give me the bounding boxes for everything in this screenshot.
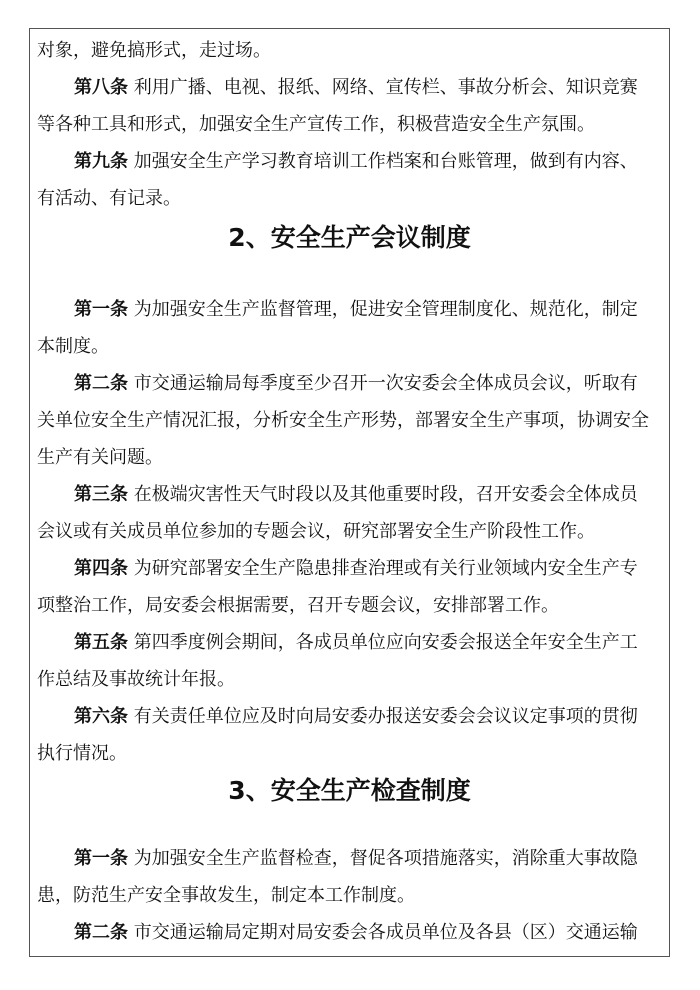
text-line: 为加强安全生产监督管理，促进安全管理制度化、规范化，制定 xyxy=(133,299,638,320)
article-number: 第一条 xyxy=(74,848,128,869)
text-line: 第四季度例会期间，各成员单位应向安委会报送全年安全生产工 xyxy=(133,632,638,653)
article-8 xyxy=(37,69,662,143)
text-line: 项整治工作，局安委会根据需要，召开专题会议，安排部署工作。 xyxy=(37,595,559,616)
article-number: 第二条 xyxy=(74,922,128,943)
text-line: 为加强安全生产监督检查，督促各项措施落实，消除重大事故隐 xyxy=(133,848,638,869)
article-number: 第四条 xyxy=(74,558,128,579)
section-heading-meetings: 2、安全生产会议制度 xyxy=(228,223,471,252)
section-heading-inspections: 3、安全生产检查制度 xyxy=(228,776,471,805)
text-line: 有活动、有记录。 xyxy=(37,188,181,209)
article-number: 第八条 xyxy=(74,77,128,98)
section2-article-3 xyxy=(37,476,662,550)
section2-article-2 xyxy=(37,365,662,476)
text-line: 等各种工具和形式，加强安全生产宣传工作，积极营造安全生产氛围。 xyxy=(37,114,595,135)
section2-article-4 xyxy=(37,550,662,624)
article-number: 第三条 xyxy=(74,484,128,505)
section2-article-5 xyxy=(37,624,662,698)
text-line: 市交通运输局每季度至少召开一次安委会全体成员会议，听取有 xyxy=(133,373,638,394)
paragraph-continued xyxy=(37,32,662,69)
section2-article-6 xyxy=(37,698,662,772)
text-line: 为研究部署安全生产隐患排查治理或有关行业领域内安全生产专 xyxy=(133,558,638,579)
text-line: 关单位安全生产情况汇报，分析安全生产形势，部署安全生产事项，协调安全 xyxy=(37,410,649,431)
text-line: 加强安全生产学习教育培训工作档案和台账管理，做到有内容、 xyxy=(133,151,638,172)
article-number: 第五条 xyxy=(74,632,128,653)
text-line: 患，防范生产安全事故发生，制定本工作制度。 xyxy=(37,885,415,906)
text-line: 有关责任单位应及时向局安委办报送安委会会议议定事项的贯彻 xyxy=(133,706,638,727)
text-line: 利用广播、电视、报纸、网络、宣传栏、事故分析会、知识竞赛 xyxy=(133,77,638,98)
section2-article-1 xyxy=(37,291,662,365)
text-line: 本制度。 xyxy=(37,336,109,357)
article-number: 第一条 xyxy=(74,299,128,320)
text-line: 会议或有关成员单位参加的专题会议，研究部署安全生产阶段性工作。 xyxy=(37,521,595,542)
text-line: 市交通运输局定期对局安委会各成员单位及各县（区）交通运输 xyxy=(133,922,638,943)
text-line: 对象，避免搞形式，走过场。 xyxy=(37,40,271,61)
section3-article-2 xyxy=(37,914,662,951)
text-line: 执行情况。 xyxy=(37,743,127,764)
section3-article-1 xyxy=(37,840,662,914)
article-number: 第九条 xyxy=(74,151,128,172)
article-number: 第六条 xyxy=(74,706,128,727)
text-line: 作总结及事故统计年报。 xyxy=(37,669,235,690)
article-number: 第二条 xyxy=(74,373,128,394)
text-line: 在极端灾害性天气时段以及其他重要时段，召开安委会全体成员 xyxy=(133,484,638,505)
article-9 xyxy=(37,143,662,217)
text-line: 生产有关问题。 xyxy=(37,447,163,468)
